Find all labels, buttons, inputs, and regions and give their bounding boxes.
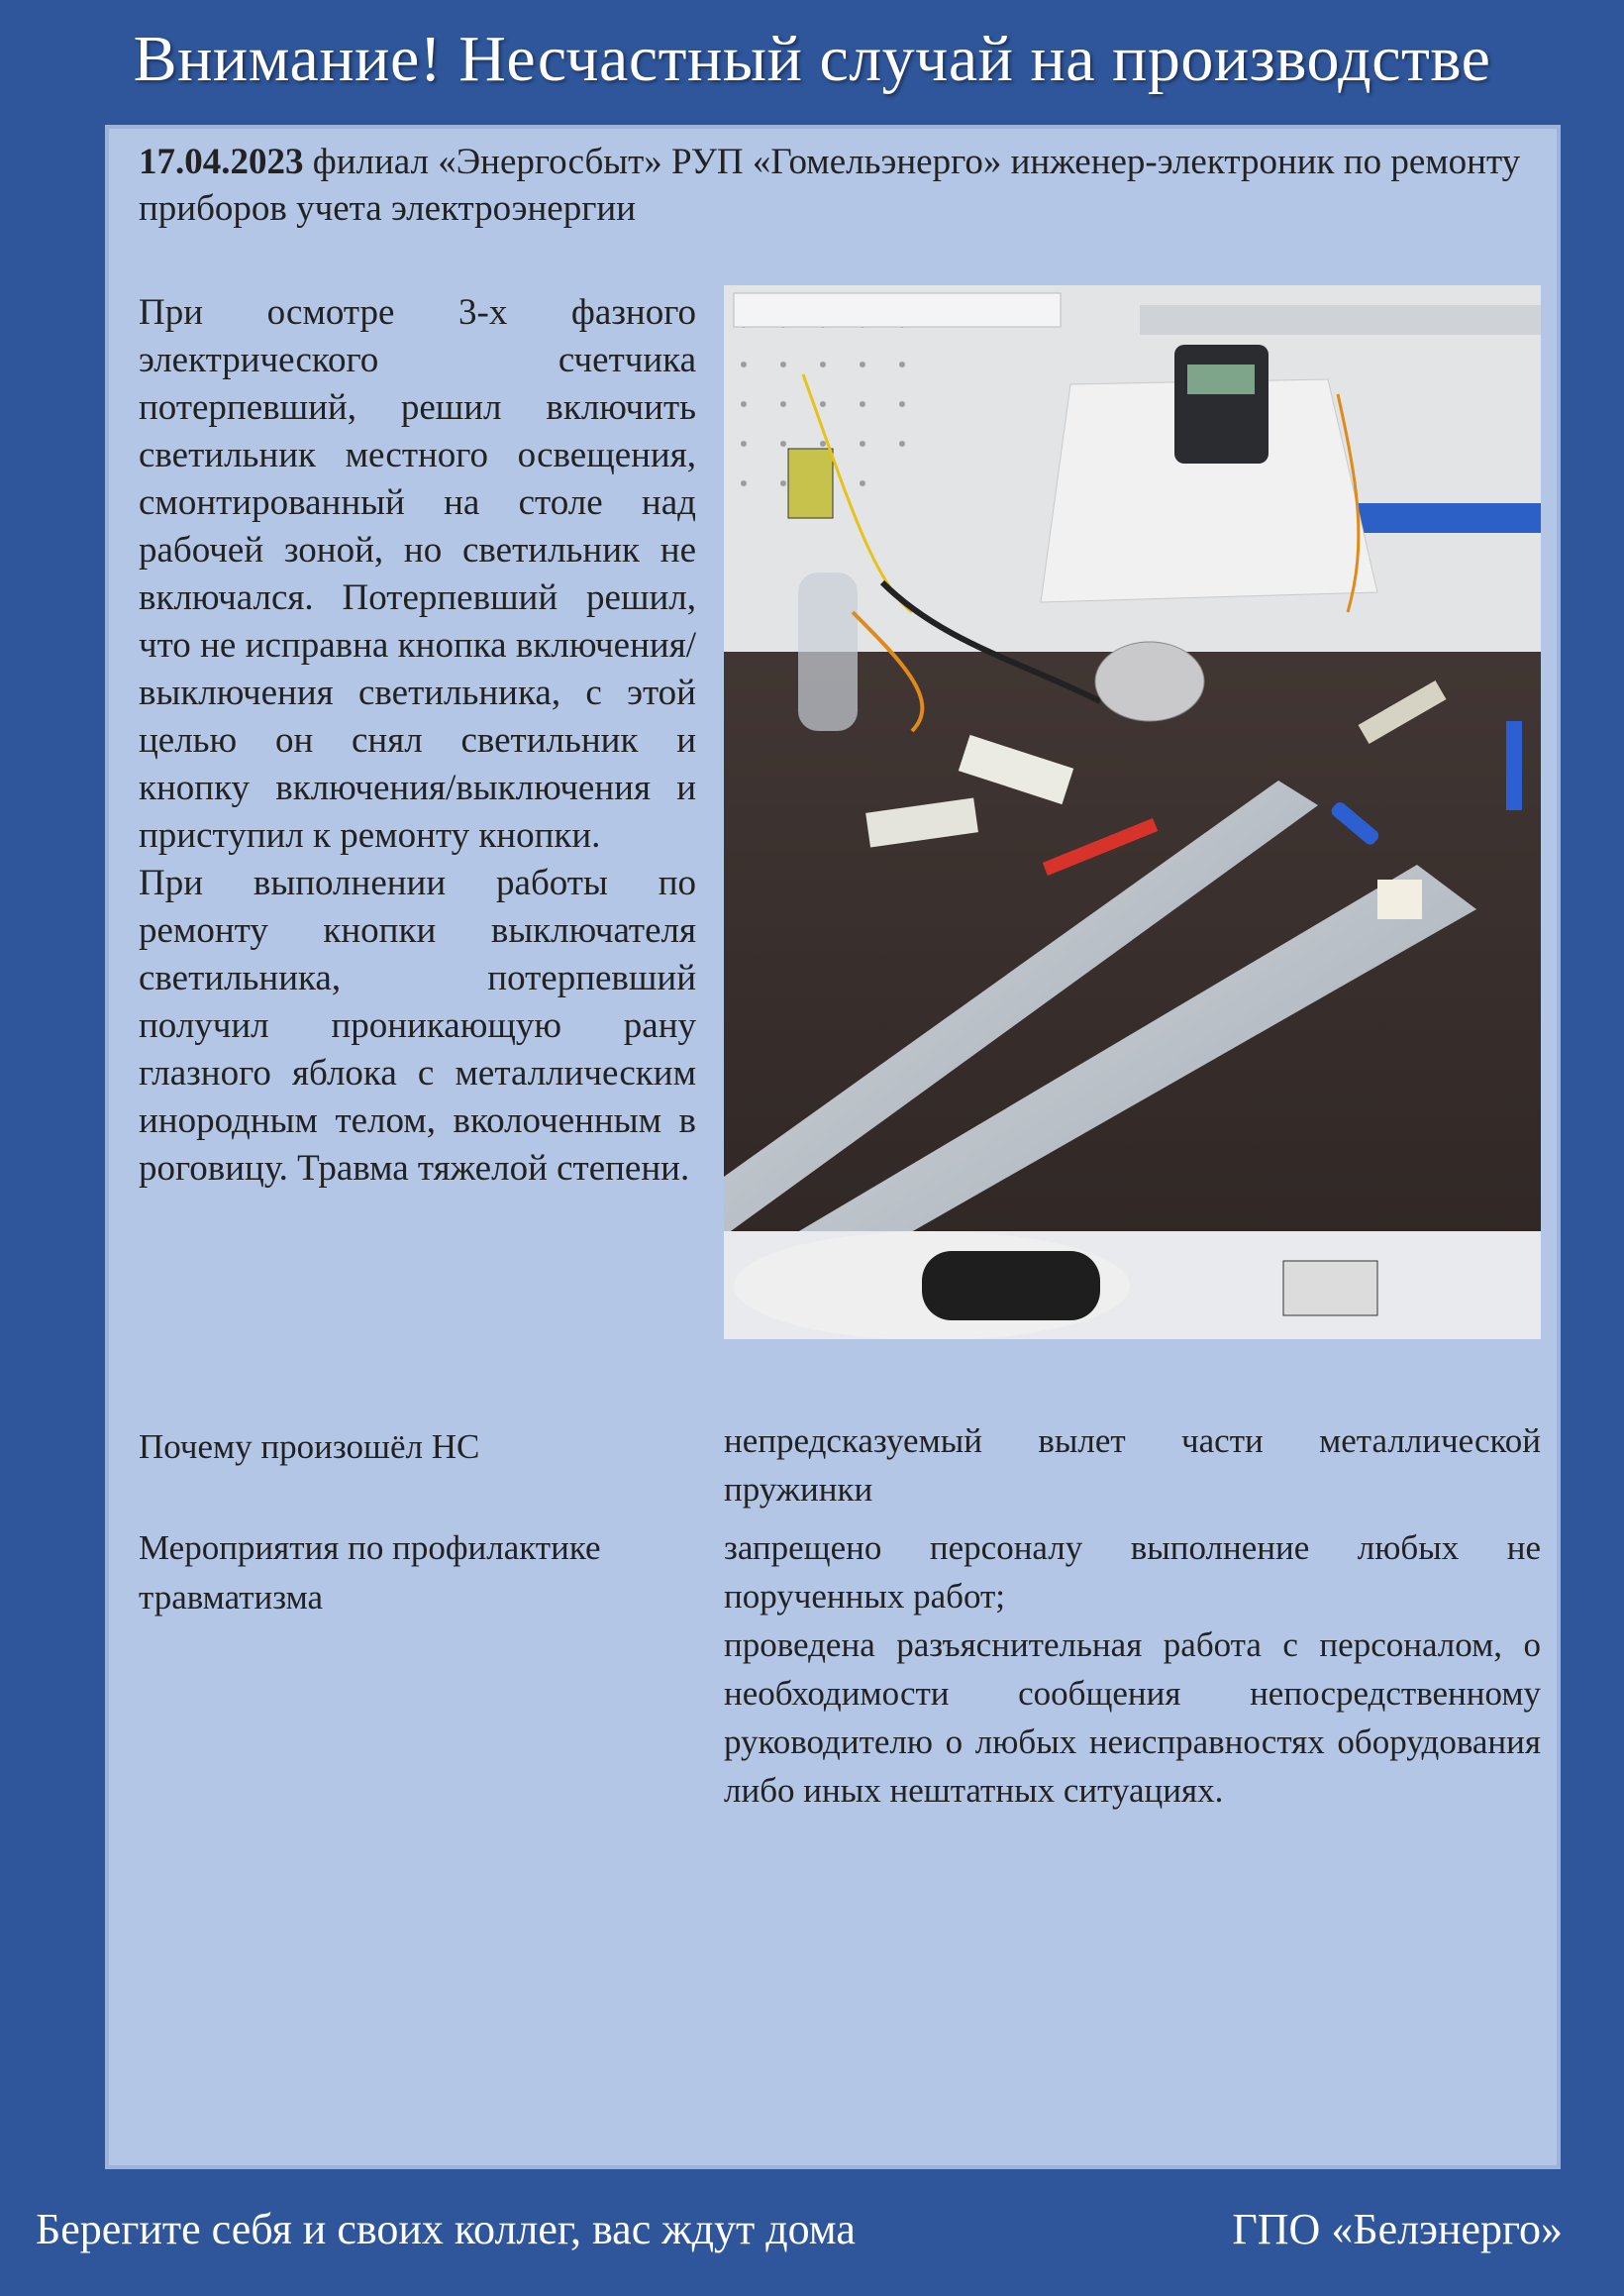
blue-shelf [1358, 503, 1541, 533]
measure-item: проведена разъяснительная работа с персоналом, о необходимости сообщения непосредственному руководителю о любых неисправностях оборудования либо иных нештатных ситуациях. [724, 1625, 1541, 1810]
description-paragraph: При выполнении работы по ремонту кнопки выключателя светильника, потерпевший получил проникающую рану глазного яблока с металлическим инородным телом, вколоченным в роговицу. Травма тяжелой степени. [139, 863, 696, 1189]
electric-meter [1174, 345, 1269, 464]
footer-organization: ГПО «Белэнерго» [1232, 2205, 1563, 2253]
measure-item: запрещено персоналу выполнение любых не порученных работ; [724, 1528, 1541, 1616]
cause-label: Почему произошёл НС [139, 1427, 480, 1466]
incident-location: филиал «Энергосбыт» РУП «Гомельэнерго» инженер-электроник по ремонту приборов учета электроэнергии [139, 142, 1521, 229]
page-title: Внимание! Несчастный случай на производстве [133, 23, 1491, 95]
glass-bottle [798, 573, 858, 731]
incident-photo [724, 285, 1541, 1339]
incident-date: 17.04.2023 [139, 142, 304, 182]
battery [788, 449, 833, 518]
incident-description [139, 289, 696, 1193]
light-bar [734, 293, 1061, 327]
cause-value [724, 1416, 1541, 1513]
cause-text: непредсказуемый вылет части металлической пружинки [724, 1421, 1541, 1509]
measures-label: Мероприятия по профилактике травматизма [139, 1528, 601, 1617]
footer-slogan: Берегите себя и своих коллег, вас ждут дома [36, 2205, 856, 2253]
incident-intro [139, 139, 1545, 232]
parts-bowl [1095, 642, 1204, 721]
description-paragraph: При осмотре 3-х фазного электрического счетчика потерпевший, решил включить светильник местного освещения, смонтированный на столе над рабочей зоной, но светильник не включался. Потерпевший решил, что не исправна кнопка включения/выключения светильника, с этой целью он снял светильник и кнопку включения/выключения и приступил к ремонту кнопки. [139, 292, 696, 856]
measures-value [724, 1523, 1541, 1815]
